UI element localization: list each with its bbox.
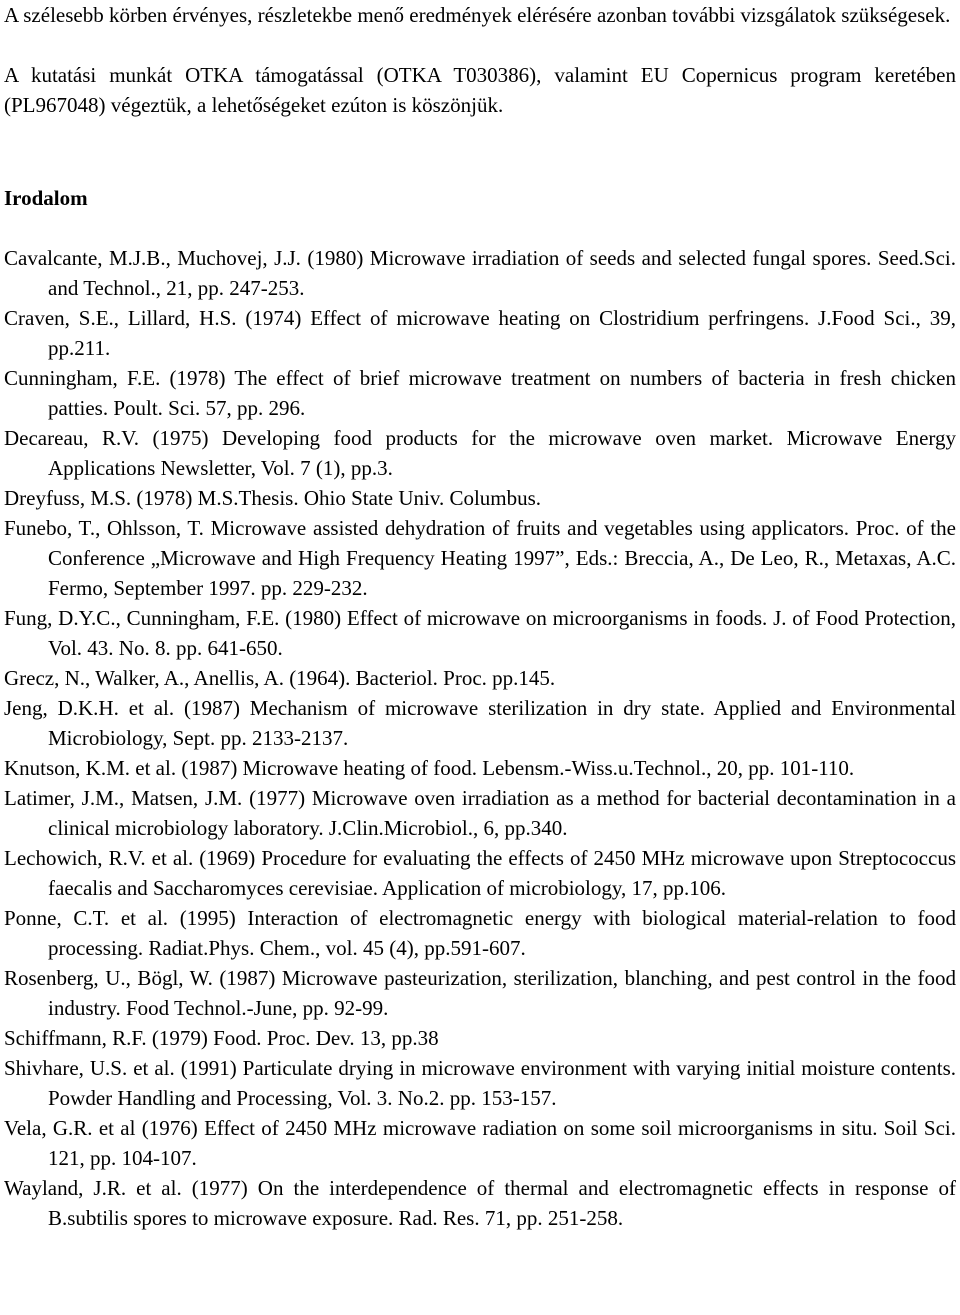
reference-item: Funebo, T., Ohlsson, T. Microwave assisted dehydration of fruits and vegetables using applicators. Proc. of the Conference „Microwave and High Frequency Heating 1997”, Eds.: Breccia, A., De Leo, R., Metaxas, A.C. Fermo, September 1997. pp. 229-232.: [4, 516, 956, 600]
reference-item: Wayland, J.R. et al. (1977) On the interdependence of thermal and electromagnetic effects in response of B.subtilis spores to microwave exposure. Rad. Res. 71, pp. 251-258.: [4, 1176, 956, 1230]
body-paragraph: A szélesebb körben érvényes, részletekbe menő eredmények elérésére azonban további vizsgálatok szükségesek.: [4, 3, 951, 27]
reference-item: Dreyfuss, M.S. (1978) M.S.Thesis. Ohio State Univ. Columbus.: [4, 486, 542, 510]
reference-item: Rosenberg, U., Bögl, W. (1987) Microwave pasteurization, sterilization, blanching, and pest control in the food industry. Food Technol.-June, pp. 92-99.: [4, 966, 956, 1020]
reference-item: Lechowich, R.V. et al. (1969) Procedure for evaluating the effects of 2450 MHz microwave upon Streptococcus faecalis and Saccharomyces cerevisiae. Application of microbiology, 17, pp.106.: [4, 846, 956, 900]
reference-item: Vela, G.R. et al (1976) Effect of 2450 MHz microwave radiation on some soil microorganisms in situ. Soil Sci. 121, pp. 104-107.: [4, 1116, 956, 1170]
reference-item: Craven, S.E., Lillard, H.S. (1974) Effect of microwave heating on Clostridium perfringens. J.Food Sci., 39, pp.211.: [4, 306, 956, 360]
reference-list: [4, 243, 956, 1233]
reference-item: Grecz, N., Walker, A., Anellis, A. (1964). Bacteriol. Proc. pp.145.: [4, 666, 556, 690]
reference-item: Latimer, J.M., Matsen, J.M. (1977) Microwave oven irradiation as a method for bacterial decontamination in a clinical microbiology laboratory. J.Clin.Microbiol., 6, pp.340.: [4, 786, 956, 840]
acknowledgement-paragraph: A kutatási munkát OTKA támogatással (OTKA T030386), valamint EU Copernicus program keretében (PL967048) végeztük, a lehetőségeket ezúton is köszönjük.: [4, 63, 956, 117]
reference-item: Shivhare, U.S. et al. (1991) Particulate drying in microwave environment with varying initial moisture contents. Powder Handling and Processing, Vol. 3. No.2. pp. 153-157.: [4, 1056, 956, 1110]
references-heading: Irodalom: [4, 186, 88, 210]
reference-item: Jeng, D.K.H. et al. (1987) Mechanism of microwave sterilization in dry state. Applied and Environmental Microbiology, Sept. pp. 2133-2137.: [4, 696, 956, 750]
reference-item: Schiffmann, R.F. (1979) Food. Proc. Dev. 13, pp.38: [4, 1026, 439, 1050]
reference-item: Fung, D.Y.C., Cunningham, F.E. (1980) Effect of microwave on microorganisms in foods. J. of Food Protection, Vol. 43. No. 8. pp. 641-650.: [4, 606, 956, 660]
reference-item: Cavalcante, M.J.B., Muchovej, J.J. (1980) Microwave irradiation of seeds and selected fungal spores. Seed.Sci. and Technol., 21, pp. 247-253.: [4, 246, 956, 300]
reference-item: Cunningham, F.E. (1978) The effect of brief microwave treatment on numbers of bacteria in fresh chicken patties. Poult. Sci. 57, pp. 296.: [4, 366, 956, 420]
reference-item: Ponne, C.T. et al. (1995) Interaction of electromagnetic energy with biological material-relation to food processing. Radiat.Phys. Chem., vol. 45 (4), pp.591-607.: [4, 906, 956, 960]
reference-item: Knutson, K.M. et al. (1987) Microwave heating of food. Lebensm.-Wiss.u.Technol., 20, pp. 101-110.: [4, 756, 855, 780]
reference-item: Decareau, R.V. (1975) Developing food products for the microwave oven market. Microwave Energy Applications Newsletter, Vol. 7 (1), pp.3.: [4, 426, 956, 480]
